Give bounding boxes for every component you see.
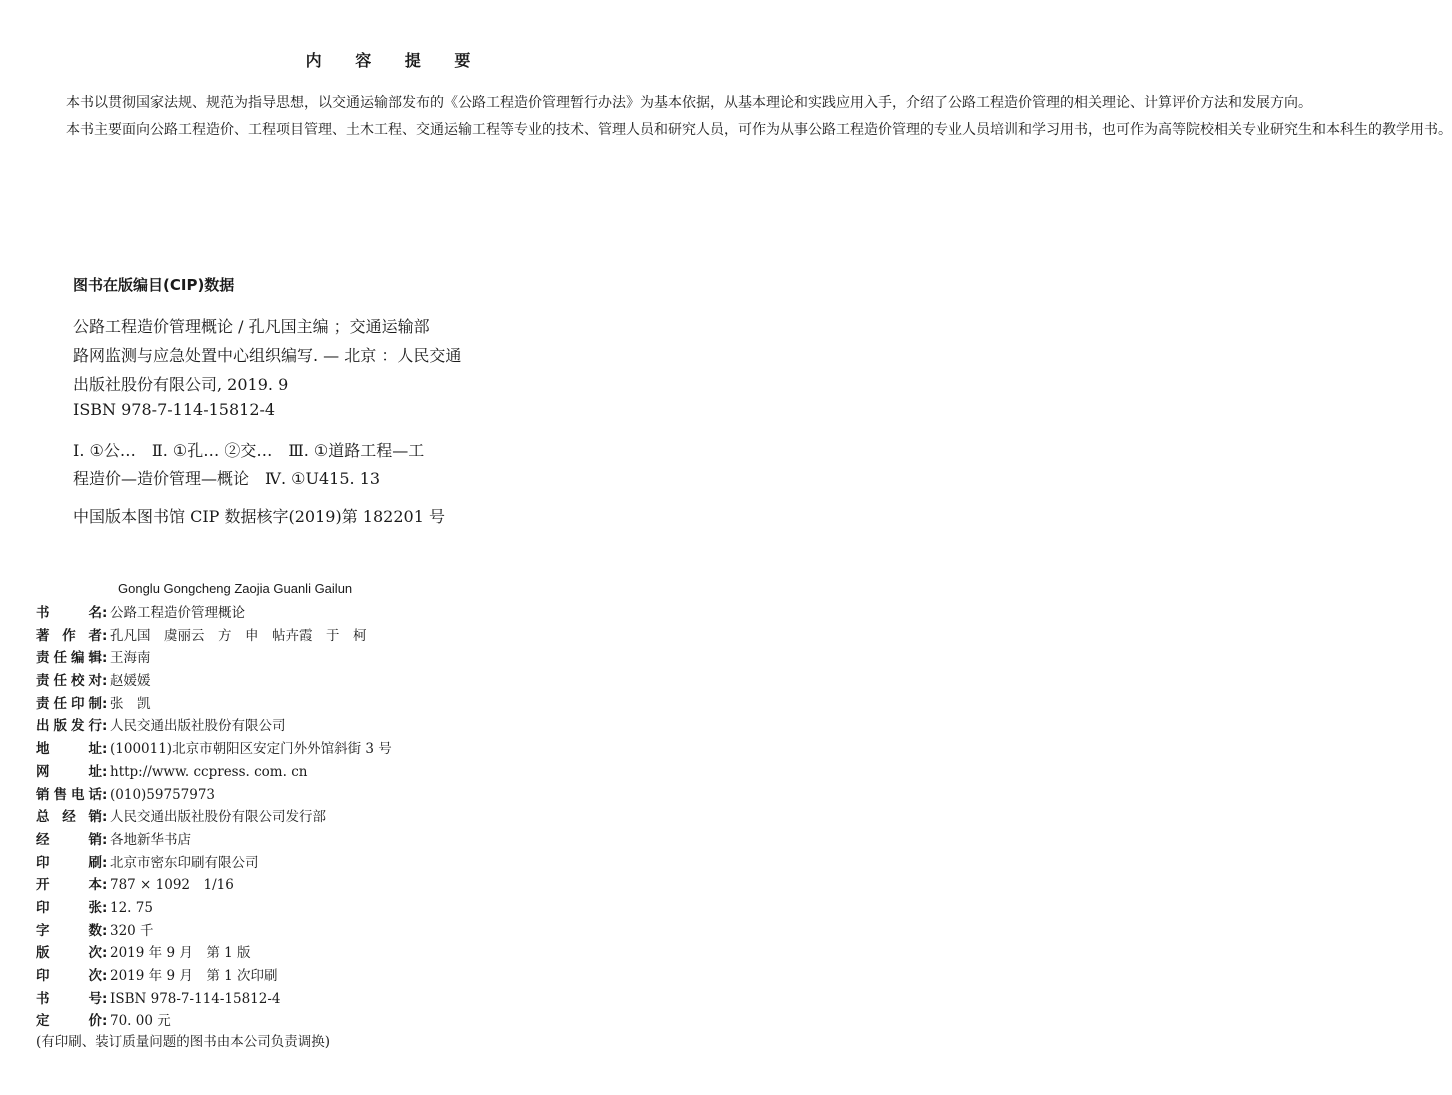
colon: : [102, 763, 108, 780]
info-row [36, 784, 392, 807]
info-value: 各地新华书店 [110, 831, 191, 848]
cip-line: ISBN 978-7-114-15812-4 [73, 400, 276, 419]
info-label: 总经销 [36, 809, 102, 826]
info-label: 网址 [36, 763, 102, 780]
info-row [36, 693, 392, 716]
info-label: 印刷 [36, 854, 102, 871]
publication-info [36, 602, 392, 1033]
cip-line: 中国版本图书馆 CIP 数据核字(2019)第 182201 号 [73, 507, 445, 526]
colon: : [102, 990, 108, 1007]
info-row [36, 715, 392, 738]
info-value: 320 千 [110, 922, 154, 939]
info-label: 著作者 [36, 627, 102, 644]
colon: : [102, 945, 108, 962]
info-value: 公路工程造价管理概论 [110, 605, 245, 621]
info-value: 王海南 [110, 650, 151, 667]
info-label: 定价 [36, 1013, 102, 1030]
info-label: 销售电话 [36, 786, 102, 803]
colon: : [102, 741, 108, 758]
info-row [36, 738, 392, 761]
summary [38, 90, 1452, 144]
info-value: 2019 年 9 月 第 1 次印刷 [110, 968, 278, 984]
cip-line: 出版社股份有限公司, 2019. 9 [73, 375, 289, 394]
colon: : [102, 922, 108, 939]
cip-line: 路网监测与应急处置中心组织编写. — 北京 ：人民交通 [73, 346, 462, 365]
cip-line: 公路工程造价管理概论 / 孔凡国主编 ；交通运输部 [73, 317, 430, 336]
info-label: 书名 [36, 605, 102, 621]
info-row [36, 602, 392, 625]
info-row [36, 897, 392, 920]
info-row [36, 942, 392, 965]
info-row [36, 988, 392, 1011]
info-value: 北京市密东印刷有限公司 [110, 854, 259, 871]
colon: : [102, 899, 108, 916]
info-label: 字数 [36, 922, 102, 939]
colon: : [102, 650, 108, 667]
cip-line: 程造价—造价管理—概论 Ⅳ. ①U415. 13 [73, 469, 381, 488]
colon: : [102, 968, 108, 984]
info-row [36, 647, 392, 670]
info-label: 地址 [36, 741, 102, 758]
colon: : [102, 831, 108, 848]
info-label: 印次 [36, 968, 102, 984]
colon: : [102, 854, 108, 871]
info-value: 12. 75 [110, 899, 153, 916]
info-label: 书号 [36, 990, 102, 1007]
info-value: http://www. ccpress. com. cn [110, 763, 308, 780]
info-row [36, 806, 392, 829]
info-row [36, 670, 392, 693]
info-value: 人民交通出版社股份有限公司发行部 [110, 809, 326, 826]
info-row [36, 761, 392, 784]
info-row [36, 852, 392, 875]
info-label: 责任编辑 [36, 650, 102, 667]
info-label: 印张 [36, 899, 102, 916]
colon: : [102, 1013, 108, 1030]
info-label: 经销 [36, 831, 102, 848]
colon: : [102, 673, 108, 690]
info-value: 张 凯 [110, 695, 151, 712]
info-value: 赵媛媛 [110, 673, 151, 690]
colon: : [102, 809, 108, 826]
info-value: (100011)北京市朝阳区安定门外外馆斜街 3 号 [110, 741, 392, 758]
info-value: 787 × 1092 1/16 [110, 877, 234, 894]
summary-paragraph: 本书主要面向公路工程造价、工程项目管理、土木工程、交通运输工程等专业的技术、管理人员和研究人员，可作为从事公路工程造价管理的专业人员培训和学习用书，也可作为高等院校相关专业研究生和本科生的教学用书。 [66, 122, 1452, 138]
info-label: 责任校对 [36, 673, 102, 690]
colon: : [102, 786, 108, 803]
info-value: ISBN 978-7-114-15812-4 [110, 990, 281, 1007]
colon: : [102, 695, 108, 712]
info-value: 孔凡国 虞丽云 方 申 帖卉霞 于 柯 [110, 627, 367, 644]
info-label: 版次 [36, 945, 102, 962]
info-row [36, 965, 392, 988]
info-row [36, 625, 392, 648]
quality-note: (有印刷、装订质量问题的图书由本公司负责调换) [36, 1034, 331, 1050]
page-title: 内 容 提 要 [305, 51, 485, 70]
pinyin-title: Gonglu Gongcheng Zaojia Guanli Gailun [118, 581, 353, 596]
info-row [36, 920, 392, 943]
info-row [36, 829, 392, 852]
info-label: 开本 [36, 877, 102, 894]
info-label: 责任印制 [36, 695, 102, 712]
info-label: 出版发行 [36, 718, 102, 735]
info-row [36, 874, 392, 897]
cip-heading: 图书在版编目(CIP)数据 [73, 276, 235, 294]
info-value: 2019 年 9 月 第 1 版 [110, 945, 251, 962]
colon: : [102, 627, 108, 644]
colon: : [102, 877, 108, 894]
info-value: 人民交通出版社股份有限公司 [110, 718, 286, 735]
colon: : [102, 605, 108, 621]
info-value: 70. 00 元 [110, 1013, 171, 1030]
summary-paragraph: 本书以贯彻国家法规、规范为指导思想，以交通运输部发布的《公路工程造价管理暂行办法》为基本依据，从基本理论和实践应用入手，介绍了公路工程造价管理的相关理论、计算评价方法和发展方向。 [66, 95, 1312, 111]
cip-line: Ⅰ. ①公… Ⅱ. ①孔… ②交… Ⅲ. ①道路工程—工 [73, 441, 425, 460]
colon: : [102, 718, 108, 735]
info-value: (010)59757973 [110, 786, 216, 803]
